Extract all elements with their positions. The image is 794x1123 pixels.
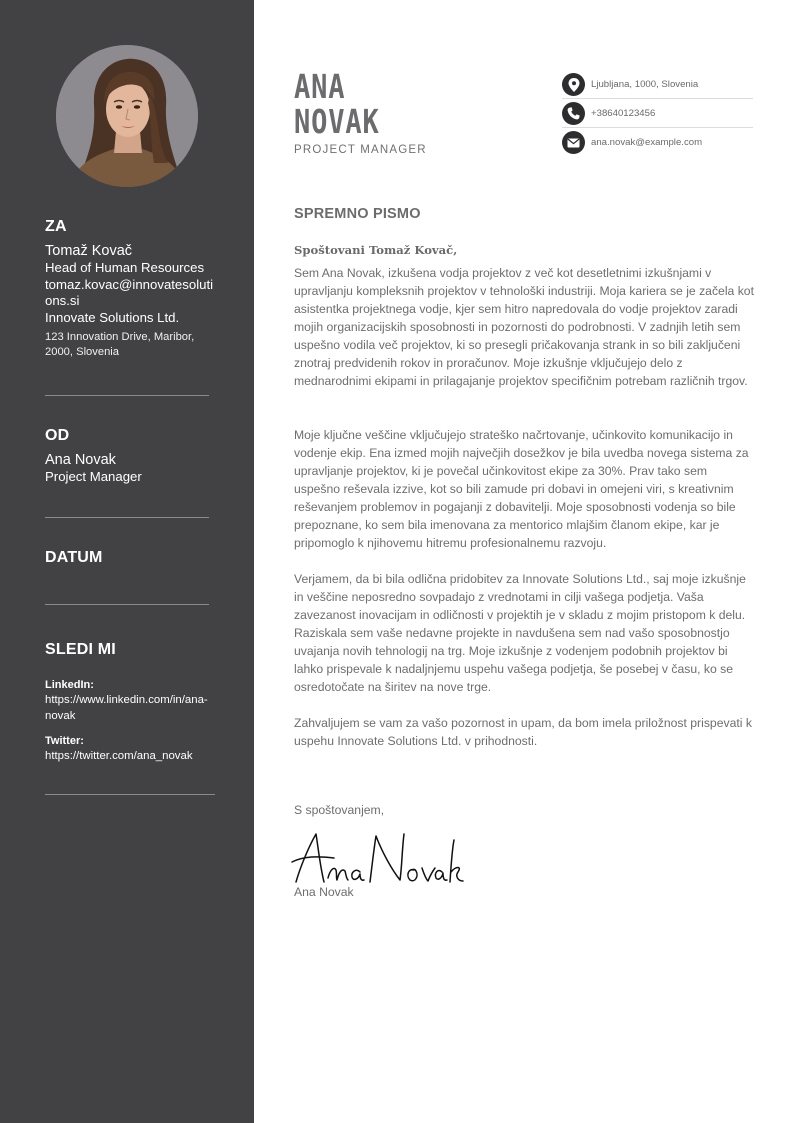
sender-heading: OD (45, 427, 70, 444)
letter-paragraph: Sem Ana Novak, izkušena vodja projektov z več kot desetletnimi izkušnjami v upravljanju kompleksnih projektov v tehnološki industriji. Moja kariera se je začela kot asistentka projektnega vodje, kjer sem hitro napredovala do vodje projektov zaradi mojih organizacijskih sposobnosti in pozornosti do podrobnosti. V zadnjih letih sem uspešno vodila več projektov, ki so presegli pričakovanja strank in so bili zaključeni znotraj predvidenih rokov in proračunov. Moje izkušnje vključujejo delo z mednarodnimi ekipami in prilagajanje projektov specifičnim potrebam različnih trgov. (294, 266, 754, 388)
portrait-image (56, 45, 198, 187)
linkedin-link[interactable]: https://www.linkedin.com/in/ana-novak (45, 694, 208, 722)
closing: S spoštovanjem, (294, 803, 385, 817)
last-name: NOVAK (294, 102, 380, 141)
divider (45, 517, 209, 518)
social-heading: SLEDI MI (45, 641, 116, 658)
date-heading: DATUM (45, 549, 103, 566)
recipient-block (45, 242, 215, 360)
sidebar (0, 0, 254, 1123)
letter-paragraph: Verjamem, da bi bila odlična pridobitev za Innovate Solutions Ltd., saj moje izkušnje in veščine neposredno sovpadajo z vrednotami in cilji vašega podjetja. Vaša zavezanost inovacijam in odličnosti v projektih je v skladu z mojim pristopom k delu. Raziskala sem vaše nedavne projekte in navdušena sem nad vašo sposobnostjo uvajanja novih tehnologij na trg. Moje izkušnje z vodenjem podobnih projektov bi lahko prispevale k nadaljnjemu uspehu vašega podjetja, še posebej v času, ko se osredotočate na širitev na nove trge. (294, 572, 746, 694)
divider (45, 794, 215, 795)
envelope-icon (562, 131, 585, 154)
address-text: Ljubljana, 1000, Slovenia (591, 79, 699, 90)
salutation: Spoštovani Tomaž Kovač, (294, 243, 458, 257)
sender-name: Ana Novak (45, 452, 116, 468)
phone-text[interactable]: +38640123456 (591, 108, 656, 119)
recipient-company: Innovate Solutions Ltd. (45, 309, 180, 325)
divider (45, 395, 209, 396)
divider (45, 604, 209, 605)
contact-phone (562, 99, 753, 128)
letter-paragraph: Moje ključne veščine vključujejo strateško načrtovanje, učinkovito komunikacijo in vodenje ekip. Ena izmed mojih največjih dosežkov je bila uvedba novega sistema za upravljanje projektov, ki je povečal učinkovitost ekipe za 30%. Prav tako sem uspešno reševala izzive, kot so bili zamude pri dobavi in omejeni viri, s kreativnim reševanjem problemov in pogajanji z dobavitelji. Moje sposobnosti vodenja so bile prepoznane, ko sem bila imenovana za mentorico mlajšim članom ekipe, kar je pripomoglo k njihovemu hitremu profesionalnemu razvoju. (294, 428, 749, 550)
phone-icon (562, 102, 585, 125)
handwritten-signature (290, 826, 465, 893)
signer-name: Ana Novak (294, 885, 354, 899)
twitter-label: Twitter: (45, 735, 84, 747)
sender-block (45, 451, 215, 486)
first-name: ANA (294, 67, 346, 106)
profile-photo (56, 45, 198, 187)
twitter-link[interactable]: https://twitter.com/ana_novak (45, 750, 193, 762)
sender-role: Project Manager (45, 469, 142, 484)
location-pin-icon (562, 73, 585, 96)
linkedin-label: LinkedIn: (45, 679, 94, 691)
contact-email (562, 128, 753, 157)
letter-title: SPREMNO PISMO (294, 206, 421, 222)
recipient-heading: ZA (45, 218, 67, 235)
letter-paragraph: Zahvaljujem se vam za vašo pozornost in upam, da bom imela priložnost prispevati k uspehu Innovate Solutions Ltd. v prihodnosti. (294, 716, 752, 748)
recipient-email[interactable]: tomaz.kovac@innovatesolutions.si (45, 276, 214, 308)
recipient-role: Head of Human Resources (45, 260, 205, 275)
recipient-address: 123 Innovation Drive, Maribor, 2000, Slovenia (45, 331, 195, 358)
contact-address (562, 70, 753, 99)
job-title: PROJECT MANAGER (294, 144, 427, 156)
recipient-name: Tomaž Kovač (45, 243, 133, 259)
social-block (45, 678, 215, 764)
email-text[interactable]: ana.novak@example.com (591, 137, 703, 148)
